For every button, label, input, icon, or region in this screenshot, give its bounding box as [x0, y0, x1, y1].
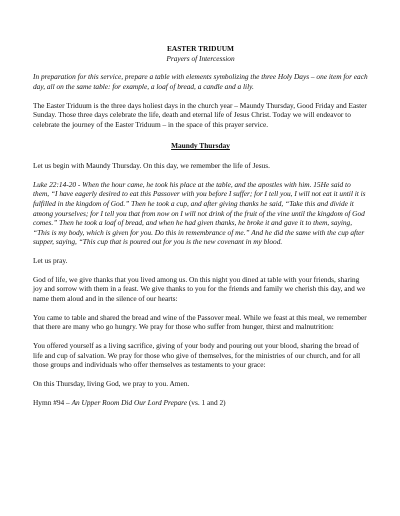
let-us-pray: Let us pray.: [33, 256, 68, 266]
hymn-suffix: (vs. 1 and 2): [187, 397, 226, 407]
scripture-reading: Luke 22:14-20 - When the hour came, he took his place at the table, and the apostles with him. 15He said to them, “I have eagerly desired to eat this Passover with you before I suffer; for I tell you, I will not eat it until it is fulfilled in the kingdom of God.” Then he took a cup, and after giving thanks he said, “Take this and divide it among yourselves; for I tell you that from now on I will not drink of the fruit of the vine until the kingdom of God comes.” Then he took a loaf of bread, and when he had given thanks, he broke it and gave it to them, saying, “This is my body, which is given for you. Do this in remembrance of me.” And he did the same with the cup after supper, saying, “This cup that is poured out for you is the new covenant in my blood.: [33, 179, 366, 247]
section-opening: Let us begin with Maundy Thursday. On this day, we remember the life of Jesus.: [33, 160, 270, 170]
hymn-line: [33, 398, 368, 408]
prayer-paragraph-3: You offered yourself as a living sacrifice, giving of your body and pouring out your blood, sharing the bread of life and cup of salvation. We pray for those who give of themselves, for the ministries of our church, and for all those groups and individuals who offer themselves as testaments to your grace:: [33, 341, 361, 370]
prayer-paragraph-2: You came to table and shared the bread and wine of the Passover meal. While we feast at this meal, we remember that there are many who go hungry. We pray for those who suffer from hunger, thirst and malnutrition:: [33, 312, 367, 332]
preparation-note: In preparation for this service, prepare a table with elements symbolizing the three Holy Days – one item for each day, all on the same table: for example, a loaf of bread, a candle and a lily.: [33, 72, 368, 91]
closing-prayer: On this Thursday, living God, we pray to you. Amen.: [33, 379, 190, 389]
section-heading-maundy-thursday: Maundy Thursday: [171, 141, 230, 151]
document-subtitle: Prayers of Intercession: [166, 53, 235, 63]
document-title: EASTER TRIDUUM: [167, 44, 234, 53]
hymn-prefix: Hymn #94 –: [33, 397, 72, 407]
prayer-paragraph-1: God of life, we give thanks that you lived among us. On this night you dined at table with your friends, sharing joy and sorrow with them in a feast. We give thanks to you for the friends and family we cherish this day, and we name them aloud and in the silence of our hearts:: [33, 274, 366, 304]
intro-paragraph: The Easter Triduum is the three days holiest days in the church year – Maundy Thursday, Good Friday and Easter Sunday. Those three days celebrate the life, death and eternal life of Jesus Christ. Today we will endeavor to celebrate the journey of the Easter Triduum – in the space of this prayer service.: [33, 100, 367, 129]
hymn-title: An Upper Room Did Our Lord Prepare: [71, 397, 188, 407]
